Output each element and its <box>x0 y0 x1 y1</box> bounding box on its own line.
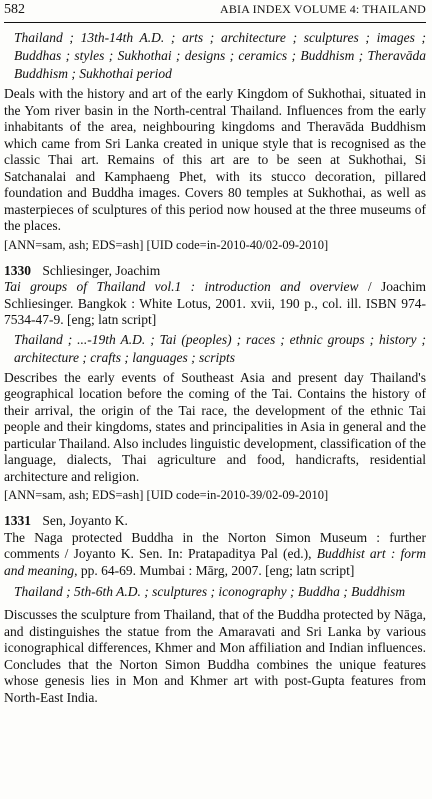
entry-keywords: Thailand ; ...-19th A.D. ; Tai (peoples) ; races ; ethnic groups ; history ; architecture ; crafts ; languages ; scripts <box>14 331 426 365</box>
entry-citation <box>4 263 426 329</box>
page-header <box>4 2 426 20</box>
entry-abstract: Deals with the history and art of the early Kingdom of Sukhothai, situated in the Yom river basin in the North-central Thailand. Influences from the early inhabitants of the area, neighbouring kingdoms and Theravāda Buddhism which came from Sri Lanka created in unique style that is recognised as the classic Thai art. Remains of this art are to be seen at Sukhothai, Si Satchanalai and Kamphaeng Phet, with its stucco decoration, pillared foundation and Buddha images. Covers 80 temples at Sukhothai, as well as masterpieces of sculptures of this period now housed at the three museums of the places. <box>4 86 426 233</box>
entry-continued <box>4 29 426 253</box>
entry-title: Tai groups of Thailand vol.1 : introduction and overview <box>4 279 359 294</box>
entry-abstract: Describes the early events of Southeast Asia and present day Thailand's geographical location before the coming of the Tai. Contains the history of their arrival, the origin of the Tai race, the development of the ethnic Tai people and their kingdoms, states and principalities in Asia in general and the particular Thailand. Also includes linguistic development, classification of the language, dialects, Thai agriculture and food, handicrafts, residential architecture and religion. <box>4 369 426 484</box>
entry-publication: / Joachim Schliesinger. Bangkok : White Lotus, 2001. xvii, 190 p., col. ill. ISBN 974-7534-47-9. [eng; latn script] <box>4 279 426 327</box>
running-title: ABIA INDEX VOLUME 4: THAILAND <box>219 2 426 16</box>
entry-citation <box>4 513 426 579</box>
entry-number: 1330 <box>4 262 31 278</box>
entry-lead: The Naga protected Buddha in the Norton Simon Museum : further comments / Joyanto K. Sen. In: Pratapaditya Pal (ed.), <box>4 529 426 561</box>
entry-author: Sen, Joyanto K. <box>42 513 128 528</box>
entry-publication: , pp. 64-69. Mumbai : Mārg, 2007. [eng; latn script] <box>74 562 355 578</box>
entry-keywords: Thailand ; 5th-6th A.D. ; sculptures ; iconography ; Buddha ; Buddhism <box>14 584 406 599</box>
entry-1331 <box>4 513 426 706</box>
entry-codes: [ANN=sam, ash; EDS=ash] [UID code=in-2010-40/02-09-2010] <box>4 237 329 252</box>
header-rule <box>4 22 426 23</box>
entry-number: 1331 <box>4 513 31 528</box>
entry-codes: [ANN=sam, ash; EDS=ash] [UID code=in-2010-39/02-09-2010] <box>4 488 329 502</box>
entry-author: Schliesinger, Joachim <box>42 262 161 278</box>
entry-title: Buddhist art : form and meaning <box>4 546 426 578</box>
entry-1330 <box>4 263 426 504</box>
entry-keywords: Thailand ; 13th-14th A.D. ; arts ; architecture ; sculptures ; images ; Buddhas ; styles ; Sukhothai ; designs ; ceramics ; Buddhism ; Theravāda Buddhism ; Sukhothai period <box>14 30 426 81</box>
entry-abstract: Discusses the sculpture from Thailand, that of the Buddha protected by Nāga, and distinguishes the statue from the Amaravati and Sri Lanka by various iconographical differences, Khmer and Mon affiliation and Indian influences. Concludes that the Norton Simon Buddha combines the unique features whose genesis lies in Mon and Khmer art with post-Gupta features from North-East India. <box>4 607 426 705</box>
page-number: 582 <box>4 2 25 17</box>
